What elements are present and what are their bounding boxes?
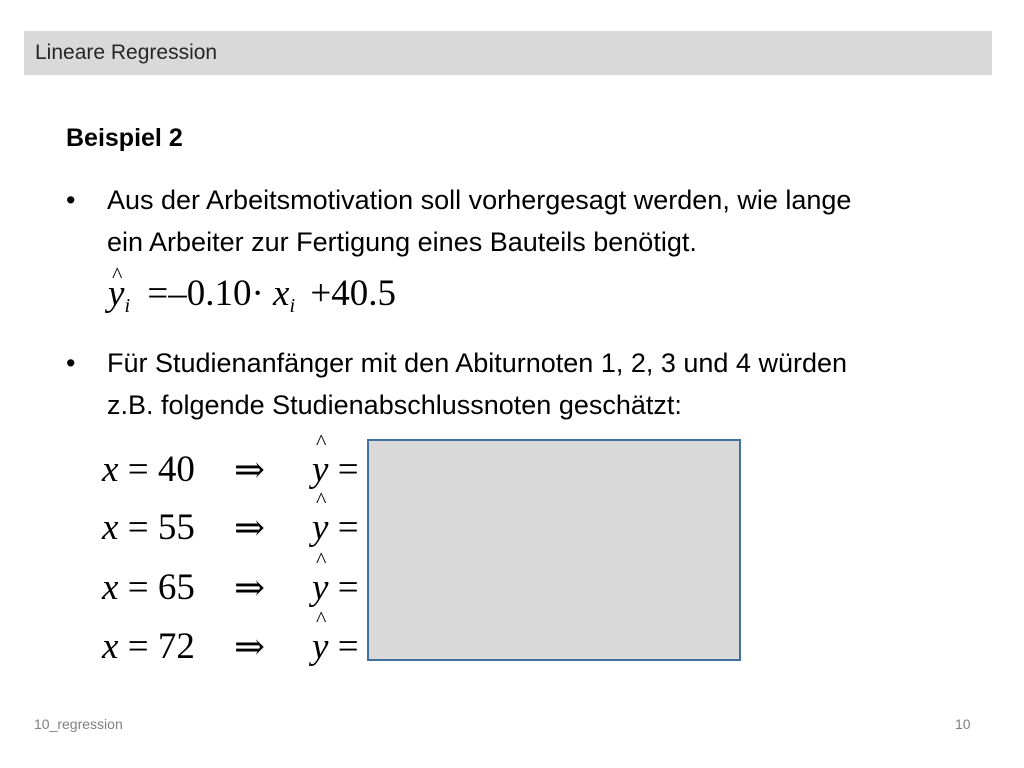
multiply-dot: · — [251, 273, 264, 314]
x-value: 40 — [157, 449, 195, 490]
header-bar — [24, 31, 992, 75]
y-hat-equation: ^ y = — [312, 566, 359, 609]
x-equation: x = 55 — [102, 507, 195, 548]
x-symbol: x — [273, 273, 290, 314]
equals-sign: = — [147, 273, 169, 314]
slide-number: 10 — [955, 716, 971, 732]
x-value: 65 — [157, 567, 195, 608]
y-hat-equation: ^ y = — [312, 625, 359, 668]
x-equation: x = 72 — [102, 626, 195, 667]
implies-arrow: ⇒ — [234, 450, 266, 491]
footer-filename: 10_regression — [34, 716, 123, 732]
x-value: 72 — [157, 626, 195, 667]
section-heading: Beispiel 2 — [66, 124, 183, 152]
regression-formula — [108, 270, 396, 330]
y-hat-equation: ^ y = — [312, 448, 359, 491]
prediction-row — [102, 566, 382, 616]
y-hat-equation: ^ y = — [312, 506, 359, 549]
intercept-value: 40.5 — [331, 273, 397, 314]
bullet-text-line: Für Studienanfänger mit den Abiturnoten 1, 2, 3 und 4 würden — [107, 348, 847, 378]
y-hat-symbol: ^ y — [108, 270, 124, 318]
slide-title: Lineare Regression — [35, 41, 218, 64]
x-equation: x = 40 — [102, 449, 195, 490]
implies-arrow: ⇒ — [234, 627, 266, 668]
implies-arrow: ⇒ — [234, 508, 266, 549]
bullet-symbol: • — [66, 185, 76, 215]
bullet-text-line: z.B. folgende Studienabschlussnoten geschätzt: — [107, 390, 682, 420]
bullet-text-line: Aus der Arbeitsmotivation soll vorhergesagt werden, wie lange — [107, 185, 852, 215]
plus-sign: + — [310, 273, 332, 314]
implies-arrow: ⇒ — [234, 568, 266, 609]
slope-coefficient: –0.10 — [168, 273, 252, 314]
x-value: 55 — [157, 507, 195, 548]
prediction-row — [102, 448, 382, 498]
x-equation: x = 65 — [102, 567, 195, 608]
x-subscript: i — [289, 295, 296, 318]
prediction-row — [102, 506, 382, 556]
answer-cover-box[interactable] — [367, 439, 741, 661]
y-subscript: i — [124, 295, 131, 318]
bullet-symbol: • — [66, 348, 76, 378]
bullet-text-line: ein Arbeiter zur Fertigung eines Bauteils benötigt. — [107, 227, 697, 257]
prediction-row — [102, 625, 382, 675]
